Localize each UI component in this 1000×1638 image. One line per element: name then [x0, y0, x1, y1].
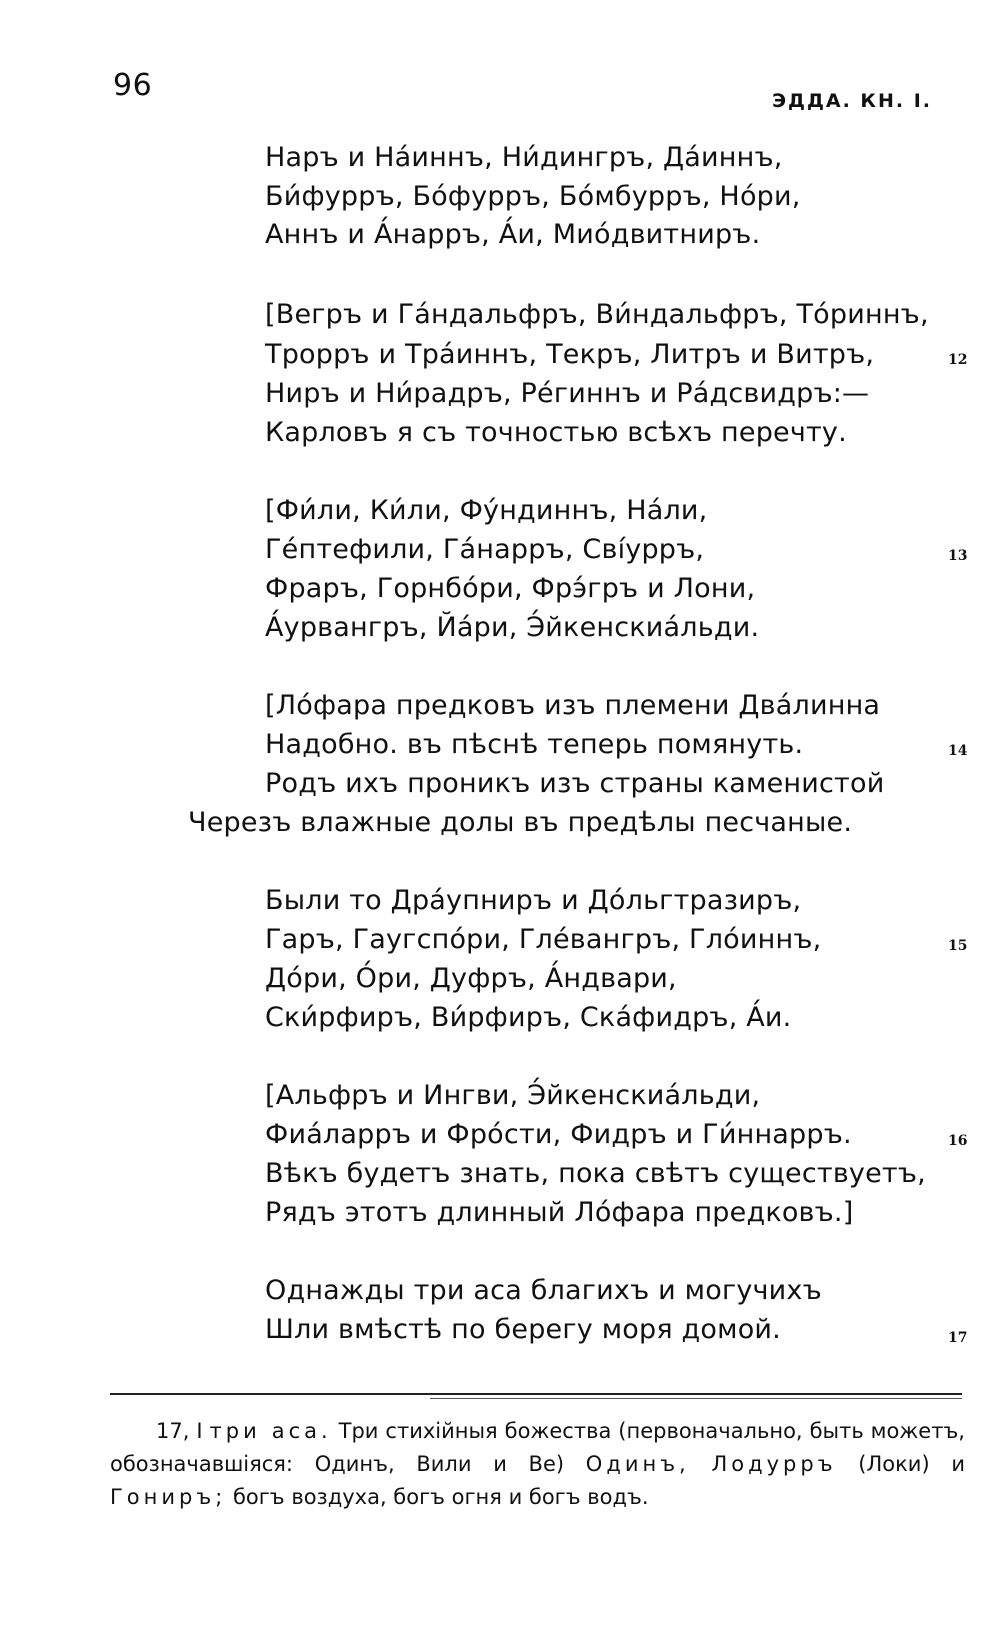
- verse-line: Черезъ влажные долы въ предѣлы песчаные.: [188, 807, 853, 838]
- verse-line: Карловъ я съ точностью всѣхъ перечту.: [265, 417, 847, 448]
- footnote-divider-thin: [430, 1398, 962, 1399]
- footnote-ref: 17, I: [156, 1419, 203, 1443]
- footnote-name: Лодурръ: [711, 1452, 837, 1476]
- verse-line: Аннъ и А́нарръ, А́и, Мио́двитниръ.: [265, 219, 761, 250]
- verse-line: Надобно. въ пѣснѣ теперь помянуть.: [265, 729, 804, 760]
- verse-line: Наръ и На́иннъ, Ни́дингръ, Да́иннъ,: [265, 142, 783, 173]
- page-number: 96: [113, 68, 153, 103]
- verse-line: Были то Дра́упниръ и До́льгтразиръ,: [265, 885, 802, 916]
- footnote-text: богъ воздуха, богъ огня и богъ водъ.: [232, 1485, 649, 1509]
- footnote: [110, 1415, 965, 1514]
- footnote-divider: [110, 1393, 962, 1395]
- footnote-name: Гониръ;: [110, 1485, 227, 1509]
- verse-line: [Вегръ и Га́ндальфръ, Ви́ндальфръ, То́риннъ,: [265, 299, 929, 330]
- verse-line: Родъ ихъ проникъ изъ страны каменистой: [265, 768, 885, 799]
- verse-line: Фиа́ларръ и Фро́сти, Фидръ и Ги́ннарръ.: [265, 1119, 852, 1150]
- verse-line: Рядъ этотъ длинный Ло́фара предковъ.]: [265, 1197, 854, 1228]
- verse-line: [Альфръ и Ингви, Э́йкенскиа́льди,: [265, 1080, 761, 1111]
- verse-line: Шли вмѣстѣ по берегу моря домой.: [265, 1314, 781, 1345]
- footnote-name: Одинъ,: [585, 1452, 690, 1476]
- verse-line: Ниръ и Ни́радръ, Ре́гиннъ и Ра́дсвидръ:—: [265, 378, 870, 409]
- footnote-text: (Локи) и: [858, 1452, 965, 1476]
- verse-line: [Фи́ли, Ки́ли, Фу́ндиннъ, На́ли,: [265, 495, 708, 526]
- verse-line: До́ри, О́ри, Дуфръ, А́ндвари,: [265, 963, 677, 994]
- footnote-text: Три стихійныя божества (первоначально, быть можетъ, обозначавшіяся: Одинъ, Вили и Ве): [110, 1419, 965, 1476]
- verse-line: Вѣкъ будетъ знать, пока свѣтъ существуетъ,: [265, 1158, 926, 1189]
- verse-number: 16: [948, 1133, 968, 1149]
- verse-number: 15: [948, 938, 968, 954]
- verse-number: 12: [948, 352, 968, 368]
- verse-line: Би́фурръ, Бо́фурръ, Бо́мбурръ, Но́ри,: [265, 181, 801, 212]
- verse-line: [Ло́фара предковъ изъ племени Два́линна: [265, 690, 881, 721]
- verse-line: Гаръ, Гаугспо́ри, Гле́вангръ, Гло́иннъ,: [265, 924, 822, 955]
- verse-line: А́урвангръ, Йа́ри, Э́йкенскиа́льди.: [265, 612, 760, 643]
- footnote-lemma: три аса.: [209, 1419, 332, 1443]
- verse-number: 14: [948, 743, 968, 759]
- verse-line: Ски́рфиръ, Ви́рфиръ, Ска́фидръ, А́и.: [265, 1002, 792, 1033]
- verse-line: Однажды три аса благихъ и могучихъ: [265, 1275, 822, 1306]
- verse-line: Ге́птефили, Га́нарръ, Свíурръ,: [265, 534, 705, 565]
- verse-number: 17: [948, 1330, 968, 1346]
- running-head: ЭДДА. КН. I.: [772, 90, 932, 112]
- verse-number: 13: [948, 548, 968, 564]
- verse-line: Трорръ и Тра́иннъ, Текръ, Литръ и Витръ,: [265, 339, 875, 370]
- verse-line: Фраръ, Горнбо́ри, Фрэ́гръ и Лони,: [265, 573, 756, 604]
